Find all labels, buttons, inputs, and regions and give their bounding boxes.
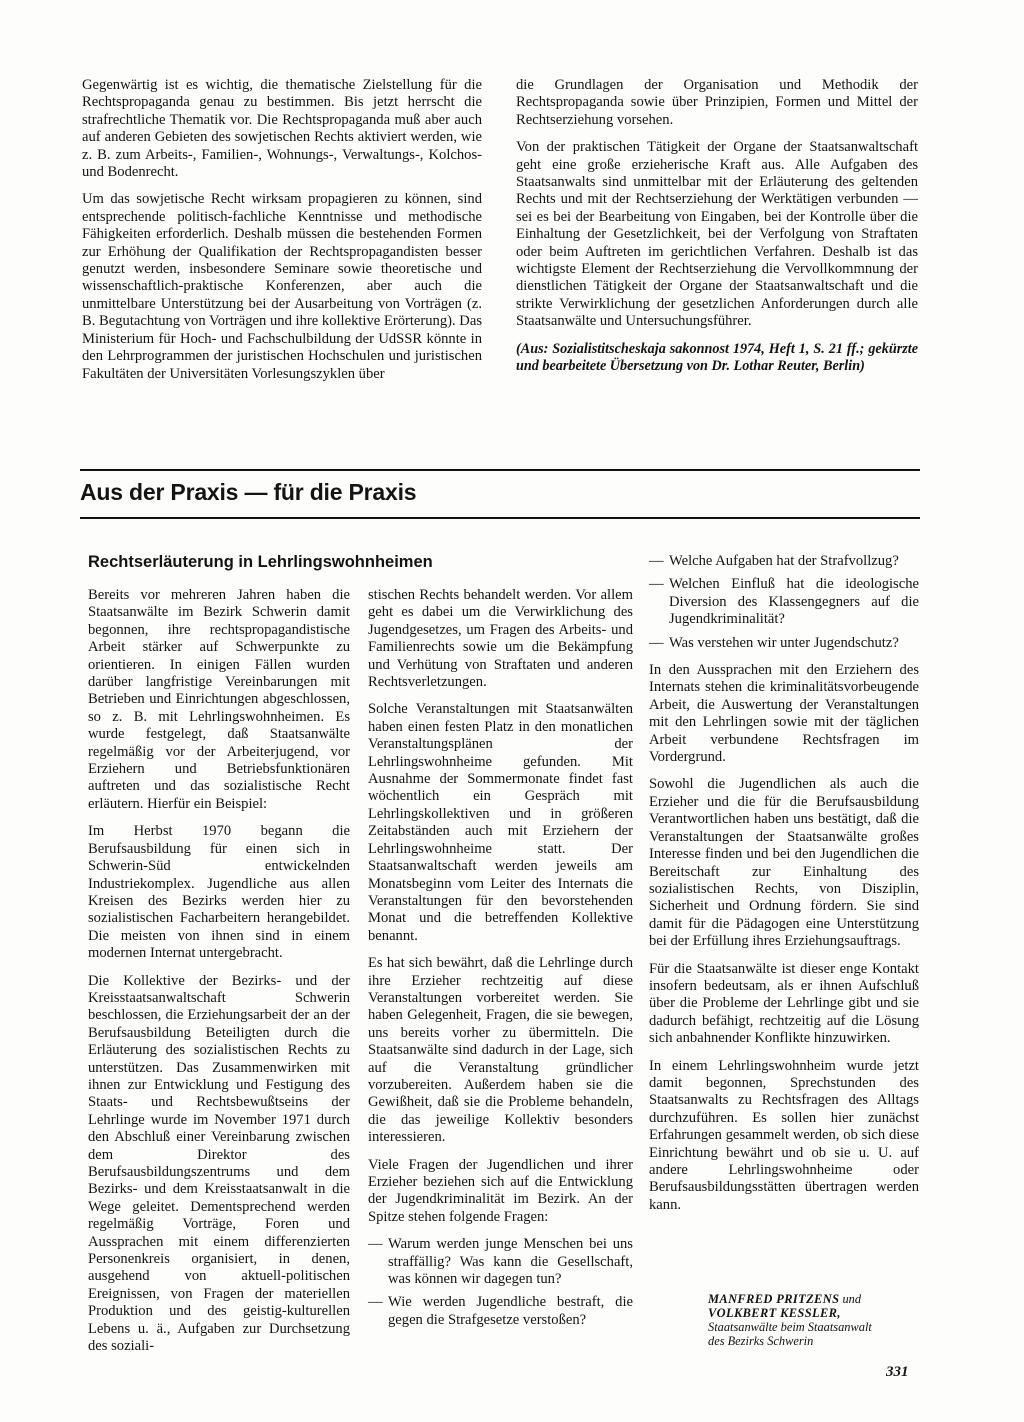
dash-marker: — bbox=[649, 553, 664, 569]
dash-marker: — bbox=[649, 576, 664, 593]
author-signature: MANFRED PRITZENS und VOLKBERT KESSLER, Staatsanwälte beim Staatsanwalt des Bezirks Schwerin bbox=[708, 1292, 928, 1348]
body-paragraph: Für die Staatsanwälte ist dieser enge Kontakt insofern bedeutsam, als er ihnen Aufschluß über die Probleme der Lehrlinge gibt und sie dadurch befähigt, rechtzeitig auf die Lösung sich anbahnender Konflikte hinzuwirken. bbox=[649, 960, 919, 1047]
article-title: Rechtserläuterung in Lehrlingswohnheimen bbox=[88, 553, 433, 571]
body-paragraph: Bereits vor mehreren Jahren haben die Staatsanwälte im Bezirk Schwerin damit begonnen, ihre rechtspropagandistische Arbeit stärker auf Schwerpunkte zu orientieren. In einigen Fällen wurden darüber langfristige Vereinbarungen mit Betrieben und Einrichtungen abgeschlossen, so z. B. mit Lehrlingswohnheimen. Es wurde festgelegt, daß Staatsanwälte regelmäßig vor der Arbeiterjugend, vor Erziehern und Betriebsfunktionären auftreten und das sozialistische Recht erläutern. Hierfür ein Beispiel: bbox=[88, 587, 350, 812]
question-item: — Wie werden Jugendliche bestraft, die gegen die Strafgesetze verstoßen? bbox=[368, 1294, 633, 1328]
dash-marker: — bbox=[368, 1236, 383, 1253]
body-paragraph: die Grundlagen der Organisation und Methodik der Rechtspropaganda sowie über Prinzipien, Formen und Mittel der Rechtserziehung vorsehen. bbox=[516, 77, 918, 128]
body-paragraph: Viele Fragen der Jugendlichen und ihrer Erzieher beziehen sich auf die Entwicklung der Jugendkriminalität im Bezirk. An der Spitze stehen folgende Fragen: bbox=[368, 1156, 633, 1225]
section-rule-top bbox=[80, 469, 920, 471]
dash-marker: — bbox=[649, 634, 664, 651]
article-column-1 bbox=[88, 587, 350, 1365]
author-name: MANFRED PRITZENS bbox=[708, 1292, 840, 1306]
question-list bbox=[649, 553, 919, 652]
body-paragraph: stischen Rechts behandelt werden. Vor allem geht es dabei um die Verwirklichung des Jugendgesetzes, um Fragen des Arbeits- und Familienrechts sowie um die Bekämpfung und Verhütung von Straftaten und anderen Rechtsverletzungen. bbox=[368, 587, 633, 691]
top-left-column bbox=[82, 77, 482, 393]
top-right-column bbox=[516, 77, 918, 386]
page-number: 331 bbox=[886, 1364, 909, 1380]
article-column-3 bbox=[649, 553, 919, 1224]
body-paragraph: Um das sowjetische Recht wirksam propagieren zu können, sind entsprechende politisch-fachliche Kenntnisse und methodische Fähigkeiten erforderlich. Deshalb müssen die bestehenden Formen zur Erhöhung der Qualifikation der Rechtspropagandisten besser genutzt werden, insbesondere Seminare sowie theoretische und wissenschaftlich-praktische Konferenzen, aber auch die unmittelbare Unterstützung bei der Ausarbeitung von Vorträgen (z. B. Begutachtung von Vorträgen und ihre kollektive Erörterung). Das Ministerium für Hoch- und Fachschulbildung der UdSSR könnte in den Lehrprogrammen der juristischen Hochschulen und juristischen Fakultäten der Universitäten Vorlesungszyklen über bbox=[82, 191, 482, 382]
source-citation: (Aus: Sozialistitscheskaja sakonnost 1974, Heft 1, S. 21 ff.; gekürzte und bearbeitete Übersetzung von Dr. Lothar Reuter, Berlin) bbox=[516, 340, 918, 375]
body-paragraph: Im Herbst 1970 begann die Berufsausbildung für einen sich in Schwerin-Süd entwickelnden Industriekomplex. Jugendliche aus allen Kreisen des Bezirks werden hier zu sozialistischen Facharbeitern herangebildet. Die meisten von ihnen sind in einem modernen Internat untergebracht. bbox=[88, 823, 350, 962]
author-affiliation: Staatsanwälte beim Staatsanwalt bbox=[708, 1320, 872, 1334]
section-heading: Aus der Praxis — für die Praxis bbox=[80, 479, 417, 505]
body-paragraph: In einem Lehrlingswohnheim wurde jetzt damit begonnen, Sprechstunden des Staatsanwalts zu Rechtsfragen des Alltags durchzuführen. Es sollen hier zunächst Erfahrungen gesammelt werden, ob sich diese Einrichtung bewährt und ob sie u. U. auf andere Lehrlingswohnheime oder Berufsausbildungsstätten übertragen werden kann. bbox=[649, 1057, 919, 1213]
body-paragraph: Solche Veranstaltungen mit Staatsanwälten haben einen festen Platz in den monatlichen Veranstaltungsplänen der Lehrlingswohnheime gefunden. Mit Ausnahme der Sommermonate findet fast wöchentlich ein Gespräch mit Lehrlingskollektiven und in größeren Zeitabständen auch mit Erziehern der Lehrlingswohnheime statt. Der Staatsanwaltschaft werden jeweils am Monatsbeginn vom Leiter des Internats die Veranstaltungen für den bevorstehenden Monat und die betreffenden Kollektive benannt. bbox=[368, 701, 633, 944]
body-paragraph: Die Kollektive der Bezirks- und der Kreisstaatsanwaltschaft Schwerin beschlossen, die Erziehungsarbeit der an der Berufsausbildung Beteiligten durch die Erläuterung des sozialistischen Rechts zu unterstützen. Das Zusammenwirken mit ihnen zur Entwicklung und Festigung des Staats- und Rechtsbewußtseins der Lehrlinge wurde im November 1971 durch den Abschluß einer Vereinbarung zwischen dem Direktor des Berufsausbildungszentrums und dem Bezirks- und dem Kreisstaatsanwalt in die Wege geleitet. Dementsprechend werden regelmäßig Vorträge, Foren und Aussprachen mit einem differenzierten Personenkreis organisiert, in denen, ausgehend von aktuell-politischen Ereignissen, von Fragen der materiellen Produktion und des geistig-kulturellen Lebens u. ä., Aufgaben zur Durchsetzung des soziali- bbox=[88, 972, 350, 1355]
body-paragraph: Es hat sich bewährt, daß die Lehrlinge durch ihre Erzieher rechtzeitig auf diese Veranstaltungen vorbereitet werden. Sie haben Gelegenheit, Fragen, die sie bewegen, uns bereits vorher zu übermitteln. Die Staatsanwälte sind dadurch in der Lage, sich auf die Veranstaltung gründlicher vorzubereiten. Außerdem haben sie die Gewißheit, daß sie die Probleme behandeln, die das jeweilige Kollektiv besonders interessieren. bbox=[368, 955, 633, 1146]
article-column-2 bbox=[368, 587, 633, 1339]
body-paragraph: Sowohl die Jugendlichen als auch die Erzieher und die für die Berufsausbildung Verantwortlichen haben uns bestätigt, daß die Veranstaltungen der Staatsanwälte großes Interesse finden und bei den Jugendlichen die Bereitschaft zur Einhaltung des sozialistischen Rechts, von Disziplin, Sicherheit und Ordnung fördern. Sie sind damit für die Pädagogen eine Unterstützung bei der Erfüllung ihres Erziehungsauftrags. bbox=[649, 776, 919, 950]
question-item: — Was verstehen wir unter Jugendschutz? bbox=[649, 634, 899, 651]
question-item: — Welchen Einfluß hat die ideologische Diversion des Klassengegners auf die Jugendkriminalität? bbox=[649, 576, 919, 628]
author-affiliation: des Bezirks Schwerin bbox=[708, 1334, 814, 1348]
question-item: — Warum werden junge Menschen bei uns straffällig? Was kann die Gesellschaft, was können wir dagegen tun? bbox=[368, 1236, 633, 1288]
body-paragraph: Von der praktischen Tätigkeit der Organe der Staatsanwaltschaft geht eine große erzieherische Kraft aus. Alle Aufgaben des Staatsanwalts sind unmittelbar mit der Erläuterung des geltenden Rechts und mit der Rechtserziehung der Werktätigen verbunden — sei es bei der Bearbeitung von Eingaben, bei der Kontrolle über die Einhaltung der Gesetzlichkeit, bei der Verfolgung von Straftaten oder beim Auftreten im gerichtlichen Verfahren. Deshalb ist das wichtigste Element der Rechtserziehung die Vervollkommnung der dienstlichen Tätigkeit der Organe der Staatsanwaltschaft und die strikte Verwirklichung der gesetzlichen Anforderungen durch alle Staatsanwälte und Untersuchungsführer. bbox=[516, 139, 918, 330]
body-paragraph: In den Aussprachen mit den Erziehern des Internats stehen die kriminalitätsvorbeugende Arbeit, die Auswertung der Veranstaltungen mit den Lehrlingen sowie mit der täglichen Arbeit verbundene Rechtsfragen im Vordergrund. bbox=[649, 662, 919, 766]
section-rule-bottom bbox=[80, 517, 920, 519]
body-paragraph: Gegenwärtig ist es wichtig, die thematische Zielstellung für die Rechtspropaganda genau zu bestimmen. Bis jetzt herrscht die strafrechtliche Thematik vor. Die Rechtspropaganda muß aber auch auf anderen Gebieten des sowjetischen Rechts aktiviert werden, wie z. B. zum Arbeits-, Familien-, Wohnungs-, Verwaltungs-, Kolchos- und Bodenrecht. bbox=[82, 77, 482, 181]
dash-marker: — bbox=[368, 1294, 383, 1311]
question-item: — Welche Aufgaben hat der Strafvollzug? bbox=[649, 553, 899, 569]
question-list bbox=[368, 1236, 633, 1329]
author-name: VOLKBERT KESSLER, bbox=[708, 1306, 841, 1320]
